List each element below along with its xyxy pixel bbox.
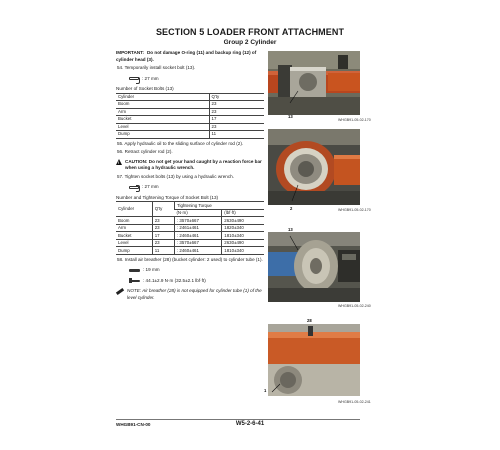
- important-text: Do not damage O-ring (11) and backup ring (12) of cylinder head (3).: [116, 50, 257, 62]
- table-row: [116, 101, 264, 109]
- figure-2-caption: WHGB91-05-02-170: [338, 208, 371, 212]
- wrench-size-54: : 27 mm: [142, 75, 159, 81]
- table-row: [116, 217, 264, 225]
- t2-cell: 2630±490: [222, 239, 264, 247]
- warning-triangle-icon: [116, 159, 122, 165]
- t1-cell: 23: [209, 108, 264, 116]
- footer-page-number: W5-2-6-41: [235, 421, 265, 427]
- t2-cell: 17: [152, 232, 174, 240]
- figure-3-callout: 13: [288, 227, 293, 232]
- t2-cell: Boom: [116, 217, 152, 225]
- figure-1-caption: WHGB91-05-02-170: [338, 118, 371, 122]
- figure-4-photo: [268, 324, 360, 396]
- important-label: IMPORTANT:: [116, 50, 144, 55]
- wrench-size-58: : 19 mm: [143, 267, 160, 273]
- t2-cell: Bucket: [116, 232, 152, 240]
- t1-cell: 23: [209, 123, 264, 131]
- step-56: 56. Retract cylinder rod (2).: [117, 149, 173, 155]
- figure-1-photo: [268, 51, 360, 115]
- socket-bolt-torque-table: [116, 201, 264, 255]
- figure-4-callout-1: 1: [264, 388, 267, 393]
- socket-bolt-wrench-photo-icon: [268, 232, 360, 302]
- torque-spec-58: [129, 278, 264, 285]
- caution-notice: [116, 159, 264, 172]
- cylinder-rod-photo-icon: [268, 129, 360, 205]
- note: [116, 288, 264, 301]
- caution-text: Do not get your hand caught by a reaction force bar when using a hydraulic wrench.: [125, 158, 262, 171]
- socket-wrench-icon: [129, 269, 140, 272]
- important-notice: [116, 50, 264, 63]
- group-title: Group 2 Cylinder: [223, 39, 277, 46]
- figure-2-photo: [268, 129, 360, 205]
- instruction-column: [116, 50, 264, 301]
- t1-cell: 23: [209, 101, 264, 109]
- t1-cell: Level: [116, 123, 209, 131]
- t2-cell: 1810±340: [222, 232, 264, 240]
- figure-3-caption: WHGB91-05-02-240: [338, 304, 371, 308]
- note-text: Air breather (28) is not equipped for cylinder tube (1) of the level cylinder.: [127, 288, 262, 300]
- t2-header-cylinder: Cylinder: [116, 202, 152, 217]
- t2-cell: 1810±340: [222, 247, 264, 255]
- figure-4-caption: WHGB91-05-02-241: [338, 400, 371, 404]
- wrench-spec-57: [129, 184, 264, 191]
- torque-value-58: : 44.1±2.9 N·m (32.5±2.1 lbf·ft): [143, 277, 206, 283]
- step-57: 57. Tighten socket bolts (13) by using a hydraulic wrench.: [117, 173, 234, 179]
- caution-label: CAUTION:: [125, 158, 148, 164]
- table-row: [116, 224, 264, 232]
- t2-header-torque: Tightening Torque: [174, 202, 264, 210]
- t2-cell: : 2460±461: [174, 247, 221, 255]
- figure-3-photo: [268, 232, 360, 302]
- socket-bolt-count-table: [116, 93, 264, 139]
- table-row: [116, 116, 264, 124]
- t1-cell: 17: [209, 116, 264, 124]
- wrench-size-57: : 27 mm: [142, 184, 159, 190]
- torque-wrench-icon: [129, 280, 140, 283]
- t2-cell: 23: [152, 224, 174, 232]
- note-label: NOTE:: [127, 288, 142, 294]
- t2-cell: : 3570±667: [174, 217, 221, 225]
- cylinder-head-photo-icon: [268, 51, 360, 115]
- t2-cell: 23: [152, 217, 174, 225]
- table-row: [116, 247, 264, 255]
- table-row: [116, 131, 264, 139]
- t2-cell: 1820±340: [222, 224, 264, 232]
- t2-cell: Dump: [116, 247, 152, 255]
- footer-rule: [116, 419, 360, 420]
- t2-header-qty: Q'ty: [152, 202, 174, 217]
- t2-cell: 23: [152, 239, 174, 247]
- t1-cell: Arm: [116, 108, 209, 116]
- t2-header-nm: (N·m): [174, 209, 221, 217]
- table-row: [116, 232, 264, 240]
- t1-cell: Boom: [116, 101, 209, 109]
- step-58: 58. Install air breather (28) (bucket cylinder: 2 used) to cylinder tube (1).: [117, 256, 263, 262]
- t1-cell: Dump: [116, 131, 209, 139]
- table-row: [116, 108, 264, 116]
- wrench-spec-54: [129, 76, 264, 83]
- step-55: 55. Apply hydraulic oil to the sliding surface of cylinder rod (2).: [117, 140, 244, 146]
- t1-header-cylinder: Cylinder: [116, 93, 209, 101]
- table-row: [116, 123, 264, 131]
- t1-cell: Bucket: [116, 116, 209, 124]
- figure-2-callout: 2: [290, 206, 293, 211]
- t1-header-qty: Q'ty: [209, 93, 264, 101]
- figure-4-callout-28: 28: [307, 318, 312, 323]
- t2-cell: : 3570±667: [174, 239, 221, 247]
- table-row: [116, 239, 264, 247]
- table1-caption: Number of Socket Bolts (13): [116, 86, 174, 92]
- footer-doc-id: WHGB91-CN-00: [116, 422, 151, 427]
- t2-cell: 2630±490: [222, 217, 264, 225]
- step-54: 54. Temporarily install socket bolt (13).: [117, 65, 196, 71]
- wrench-spec-58: [129, 267, 264, 274]
- t2-cell: : 2461±461: [174, 224, 221, 232]
- t2-cell: : 2460±461: [174, 232, 221, 240]
- table2-caption: Number and Tightening Torque of Socket Bolt (13): [116, 194, 219, 200]
- wrench-icon: [129, 77, 139, 80]
- air-breather-photo-icon: [268, 324, 360, 396]
- figure-1-callout: 13: [288, 114, 293, 119]
- t2-cell: Level: [116, 239, 152, 247]
- t2-cell: 11: [152, 247, 174, 255]
- pencil-icon: [116, 288, 124, 295]
- t1-cell: 11: [209, 131, 264, 139]
- t2-cell: Arm: [116, 224, 152, 232]
- section-title: SECTION 5 LOADER FRONT ATTACHMENT: [155, 27, 345, 37]
- wrench-icon: [129, 186, 139, 189]
- t2-header-lbf: (lbf·ft): [222, 209, 264, 217]
